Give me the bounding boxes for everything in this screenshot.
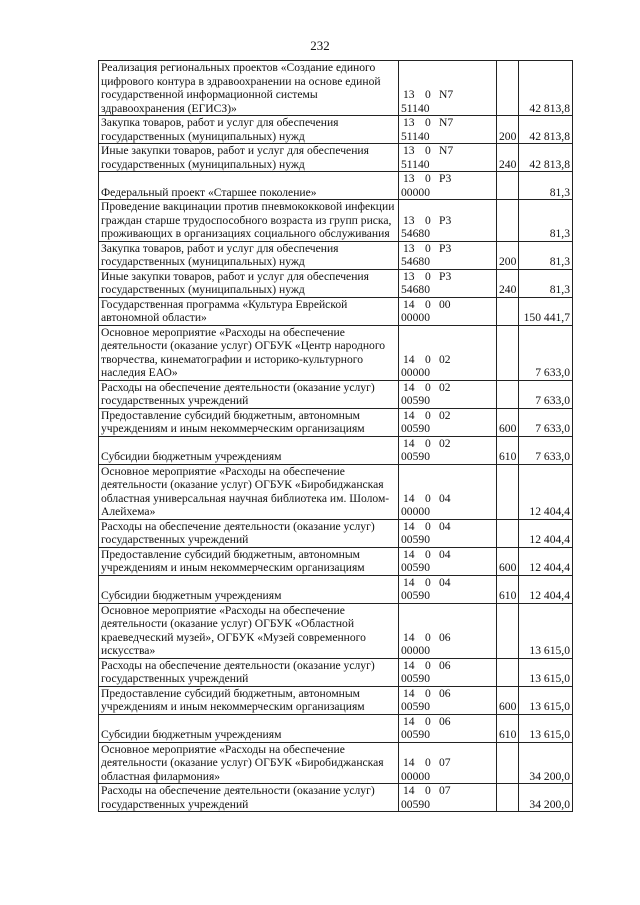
program-code: 14 — [403, 630, 415, 644]
subprogram-code: 0 — [425, 547, 431, 561]
program-code: 13 — [403, 116, 415, 129]
direction-code: 00000 — [401, 644, 430, 657]
expense-name: Основное мероприятие «Расходы на обеспечение деятельности (оказание услуг) ОГБУК «Центр народного творчества, кинематографии и историко-культурного наследия ЕАО» — [99, 325, 399, 380]
table-row — [99, 686, 573, 714]
target-article-code — [399, 686, 497, 714]
program-code: 14 — [403, 547, 415, 561]
table-row — [99, 269, 573, 297]
table-row — [99, 144, 573, 172]
subprogram-code: 0 — [425, 630, 431, 644]
program-code: 14 — [403, 297, 415, 311]
target-article-code — [399, 714, 497, 742]
event-code: 06 — [439, 658, 451, 672]
target-article-code — [399, 380, 497, 408]
target-article-code — [399, 464, 497, 519]
direction-code: 00000 — [401, 769, 430, 783]
subprogram-code: 0 — [425, 408, 431, 422]
program-code: 14 — [403, 519, 415, 533]
direction-code: 51140 — [401, 157, 430, 171]
direction-code: 00590 — [401, 589, 430, 602]
expense-type-code: 610 — [497, 436, 519, 464]
program-code: 14 — [403, 756, 415, 769]
event-code: 07 — [439, 784, 451, 797]
program-code: 13 — [403, 144, 415, 157]
expense-name: Проведение вакцинации против пневмококковой инфекции граждан старше трудоспособного возраста из групп риска, проживающих в организациях социального обслуживания — [99, 200, 399, 242]
amount: 34 200,0 — [519, 784, 573, 812]
table-row — [99, 742, 573, 784]
direction-code: 00590 — [401, 450, 430, 463]
amount: 13 615,0 — [519, 603, 573, 658]
event-code: 04 — [439, 519, 451, 533]
direction-code: 54680 — [401, 283, 430, 296]
subprogram-code: 0 — [425, 116, 431, 129]
subprogram-code: 0 — [425, 519, 431, 533]
expense-name: Федеральный проект «Старшее поколение» — [99, 172, 399, 200]
subprogram-code: 0 — [425, 269, 431, 283]
direction-code: 00000 — [401, 366, 430, 379]
expense-type-code — [497, 519, 519, 547]
expense-name: Государственная программа «Культура Еврейской автономной области» — [99, 297, 399, 325]
expense-type-code — [497, 380, 519, 408]
expense-name: Реализация региональных проектов «Создание единого цифрового контура в здравоохранении на основе единой государственной информационной системы здравоохранения (ЕГИСЗ)» — [99, 61, 399, 116]
target-article-code — [399, 575, 497, 603]
expense-name: Расходы на обеспечение деятельности (оказание услуг) государственных учреждений — [99, 784, 399, 812]
target-article-code — [399, 519, 497, 547]
program-code: 14 — [403, 408, 415, 422]
target-article-code — [399, 144, 497, 172]
direction-code: 00590 — [401, 561, 430, 574]
table-row — [99, 172, 573, 200]
target-article-code — [399, 784, 497, 812]
program-code: 14 — [403, 784, 415, 797]
event-code: 02 — [439, 408, 451, 422]
amount: 81,3 — [519, 172, 573, 200]
direction-code: 51140 — [401, 129, 430, 143]
expense-type-code — [497, 61, 519, 116]
expense-name: Субсидии бюджетным учреждениям — [99, 714, 399, 742]
subprogram-code: 0 — [425, 88, 431, 101]
event-code: P3 — [439, 241, 452, 255]
expense-name: Закупка товаров, работ и услуг для обеспечения государственных (муниципальных) нужд — [99, 241, 399, 269]
expense-type-code: 200 — [497, 241, 519, 269]
amount: 81,3 — [519, 241, 573, 269]
amount: 7 633,0 — [519, 436, 573, 464]
program-code: 13 — [403, 241, 415, 255]
amount: 81,3 — [519, 269, 573, 297]
expense-type-code: 240 — [497, 269, 519, 297]
expense-name: Субсидии бюджетным учреждениям — [99, 575, 399, 603]
expense-type-code: 610 — [497, 575, 519, 603]
amount: 34 200,0 — [519, 742, 573, 784]
event-code: 04 — [439, 491, 451, 505]
table-row — [99, 325, 573, 380]
amount: 42 813,8 — [519, 116, 573, 144]
table-row — [99, 784, 573, 812]
subprogram-code: 0 — [425, 380, 431, 394]
direction-code: 00590 — [401, 728, 430, 741]
event-code: 02 — [439, 436, 451, 450]
table-row — [99, 714, 573, 742]
program-code: 13 — [403, 213, 415, 227]
direction-code: 00590 — [401, 422, 430, 435]
table-row — [99, 200, 573, 242]
program-code: 14 — [403, 575, 415, 589]
direction-code: 00590 — [401, 672, 430, 685]
amount: 7 633,0 — [519, 380, 573, 408]
program-code: 14 — [403, 686, 415, 700]
direction-code: 00590 — [401, 797, 430, 811]
table-row — [99, 603, 573, 658]
subprogram-code: 0 — [425, 575, 431, 589]
expense-name: Иные закупки товаров, работ и услуг для обеспечения государственных (муниципальных) нужд — [99, 144, 399, 172]
program-code: 14 — [403, 658, 415, 672]
expense-type-code — [497, 172, 519, 200]
target-article-code — [399, 172, 497, 200]
expense-type-code: 600 — [497, 547, 519, 575]
expense-name: Субсидии бюджетным учреждениям — [99, 436, 399, 464]
direction-code: 00590 — [401, 700, 430, 713]
subprogram-code: 0 — [425, 352, 431, 366]
target-article-code — [399, 269, 497, 297]
expense-name: Основное мероприятие «Расходы на обеспечение деятельности (оказание услуг) ОГБУК «Биробиджанская областная универсальная научная библиотека им. Шолом-Алейхема» — [99, 464, 399, 519]
target-article-code — [399, 547, 497, 575]
expense-type-code: 240 — [497, 144, 519, 172]
target-article-code — [399, 742, 497, 784]
subprogram-code: 0 — [425, 714, 431, 728]
amount: 7 633,0 — [519, 408, 573, 436]
table-row — [99, 575, 573, 603]
amount: 13 615,0 — [519, 714, 573, 742]
program-code: 14 — [403, 491, 415, 505]
budget-table-body — [99, 61, 573, 812]
program-code: 14 — [403, 714, 415, 728]
direction-code: 00000 — [401, 185, 430, 199]
expense-type-code — [497, 297, 519, 325]
amount: 81,3 — [519, 200, 573, 242]
target-article-code — [399, 603, 497, 658]
direction-code: 00000 — [401, 505, 430, 518]
expense-type-code — [497, 784, 519, 812]
expense-name: Предоставление субсидий бюджетным, автономным учреждениям и иным некоммерческим организациям — [99, 408, 399, 436]
table-row — [99, 241, 573, 269]
event-code: 06 — [439, 714, 451, 728]
program-code: 13 — [403, 88, 415, 101]
event-code: P3 — [439, 269, 452, 283]
amount: 13 615,0 — [519, 658, 573, 686]
amount: 13 615,0 — [519, 686, 573, 714]
event-code: 06 — [439, 686, 451, 700]
amount: 12 404,4 — [519, 519, 573, 547]
event-code: 04 — [439, 547, 451, 561]
expense-type-code: 600 — [497, 408, 519, 436]
amount: 42 813,8 — [519, 61, 573, 116]
expense-name: Расходы на обеспечение деятельности (оказание услуг) государственных учреждений — [99, 519, 399, 547]
amount: 12 404,4 — [519, 575, 573, 603]
direction-code: 51140 — [401, 101, 430, 115]
subprogram-code: 0 — [425, 172, 431, 185]
expense-name: Расходы на обеспечение деятельности (оказание услуг) государственных учреждений — [99, 658, 399, 686]
event-code: 06 — [439, 630, 451, 644]
amount: 150 441,7 — [519, 297, 573, 325]
target-article-code — [399, 408, 497, 436]
table-row — [99, 408, 573, 436]
page-number: 232 — [310, 38, 330, 53]
subprogram-code: 0 — [425, 491, 431, 505]
direction-code: 00590 — [401, 394, 430, 407]
table-row — [99, 658, 573, 686]
amount: 7 633,0 — [519, 325, 573, 380]
expense-name: Основное мероприятие «Расходы на обеспечение деятельности (оказание услуг) ОГБУК «Областной краеведческий музей», ОГБУК «Музей современного искусства» — [99, 603, 399, 658]
event-code: 02 — [439, 380, 451, 394]
table-row — [99, 380, 573, 408]
expense-type-code: 600 — [497, 686, 519, 714]
target-article-code — [399, 200, 497, 242]
event-code: N7 — [439, 144, 454, 157]
subprogram-code: 0 — [425, 241, 431, 255]
expense-type-code — [497, 658, 519, 686]
event-code: 02 — [439, 352, 451, 366]
expense-name: Иные закупки товаров, работ и услуг для обеспечения государственных (муниципальных) нужд — [99, 269, 399, 297]
amount: 12 404,4 — [519, 464, 573, 519]
expense-name: Закупка товаров, работ и услуг для обеспечения государственных (муниципальных) нужд — [99, 116, 399, 144]
expense-type-code: 200 — [497, 116, 519, 144]
table-row — [99, 547, 573, 575]
subprogram-code: 0 — [425, 658, 431, 672]
expense-type-code — [497, 603, 519, 658]
expense-name: Основное мероприятие «Расходы на обеспечение деятельности (оказание услуг) ОГБУК «Биробиджанская областная филармония» — [99, 742, 399, 784]
event-code: 00 — [439, 297, 451, 311]
program-code: 13 — [403, 269, 415, 283]
direction-code: 54680 — [401, 227, 430, 240]
subprogram-code: 0 — [425, 686, 431, 700]
event-code: 04 — [439, 575, 451, 589]
event-code: N7 — [439, 88, 454, 101]
subprogram-code: 0 — [425, 297, 431, 311]
target-article-code — [399, 325, 497, 380]
event-code: P3 — [439, 213, 452, 227]
expense-type-code — [497, 464, 519, 519]
table-row — [99, 61, 573, 116]
target-article-code — [399, 436, 497, 464]
amount: 42 813,8 — [519, 144, 573, 172]
amount: 12 404,4 — [519, 547, 573, 575]
direction-code: 00000 — [401, 311, 430, 324]
program-code: 13 — [403, 172, 415, 185]
table-row — [99, 436, 573, 464]
budget-table — [98, 60, 573, 812]
program-code: 14 — [403, 352, 415, 366]
expense-type-code — [497, 742, 519, 784]
target-article-code — [399, 61, 497, 116]
event-code: N7 — [439, 116, 454, 129]
table-row — [99, 116, 573, 144]
target-article-code — [399, 297, 497, 325]
target-article-code — [399, 241, 497, 269]
direction-code: 00590 — [401, 533, 430, 546]
subprogram-code: 0 — [425, 144, 431, 157]
subprogram-code: 0 — [425, 213, 431, 227]
expense-type-code — [497, 200, 519, 242]
program-code: 14 — [403, 436, 415, 450]
program-code: 14 — [403, 380, 415, 394]
expense-name: Предоставление субсидий бюджетным, автономным учреждениям и иным некоммерческим организациям — [99, 547, 399, 575]
event-code: 07 — [439, 756, 451, 769]
direction-code: 54680 — [401, 255, 430, 268]
target-article-code — [399, 116, 497, 144]
expense-type-code: 610 — [497, 714, 519, 742]
table-row — [99, 519, 573, 547]
expense-name: Расходы на обеспечение деятельности (оказание услуг) государственных учреждений — [99, 380, 399, 408]
subprogram-code: 0 — [425, 784, 431, 797]
expense-name: Предоставление субсидий бюджетным, автономным учреждениям и иным некоммерческим организациям — [99, 686, 399, 714]
subprogram-code: 0 — [425, 756, 431, 769]
expense-type-code — [497, 325, 519, 380]
event-code: P3 — [439, 172, 452, 185]
table-row — [99, 464, 573, 519]
subprogram-code: 0 — [425, 436, 431, 450]
table-row — [99, 297, 573, 325]
target-article-code — [399, 658, 497, 686]
